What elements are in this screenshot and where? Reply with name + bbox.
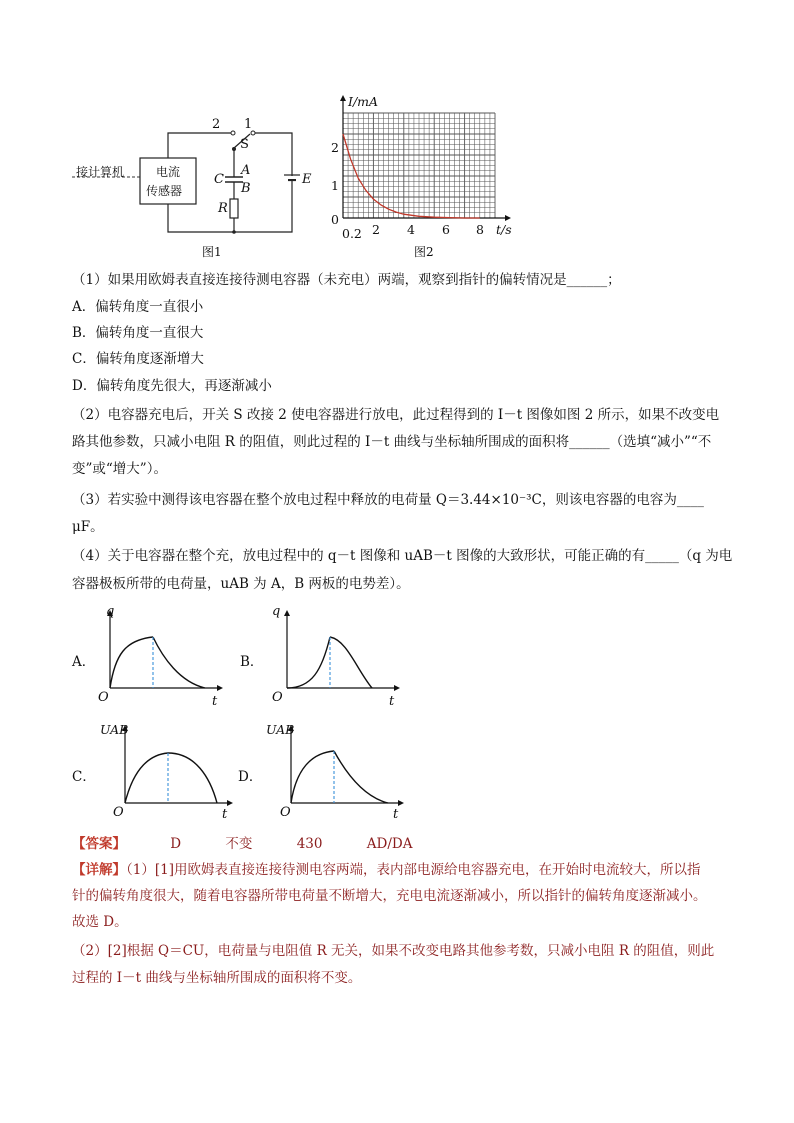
chart-ytick-2: 2 [331,140,339,155]
question-2-line2: 路其他参数，只减小电阻 R 的阻值，则此过程的 I－t 曲线与坐标轴所围成的面积将______（选填“减小”“不 [72,434,712,450]
question-3-line2: μF。 [72,519,104,535]
graph-option-c [110,715,235,825]
detail-text-1: （1）[1]用欧姆表直接连接待测电容两端，表内部电源给电容器充电，在开始时电流较大，所以指 [126,862,701,878]
circuit-label-e: E [302,172,312,187]
question-1: （1）如果用欧姆表直接连接待测电容器（未充电）两端，观察到指针的偏转情况是______； [72,272,621,288]
graph-option-c-label: C． [72,769,96,785]
chart-xtick-4: 8 [476,222,484,237]
graph-d-origin: O [280,805,291,820]
chart-xlabel: t/s [496,222,512,237]
graph-a-xaxis: t [212,694,218,709]
circuit-label-2: 2 [212,117,221,132]
circuit-diagram [70,115,330,245]
chart-xtick-0: 0.2 [342,226,362,241]
figure2-caption: 图2 [414,245,434,259]
question-2-line1: （2）电容器充电后，开关 S 改接 2 使电容器进行放电，此过程得到的 I－t 图像如图 2 所示，如果不改变电 [72,407,720,423]
graph-d-xaxis: t [393,807,399,822]
discharge-chart [320,88,520,243]
question-3-line1: （3）若实验中测得该电容器在整个放电过程中释放的电荷量 Q＝3.44×10⁻³C，则该电容器的电容为____ [72,492,704,508]
answer-tag: 【答案】 [72,836,126,852]
graph-b-yaxis: q [272,604,281,619]
chart-ytick-0: 0 [331,212,339,227]
figure1-caption: 图1 [202,245,222,259]
chart-xtick-2: 4 [407,222,415,237]
graph-c-xaxis: t [222,807,228,822]
chart-xtick-3: 6 [442,222,450,237]
graph-option-d-label: D． [238,769,263,785]
graph-option-d [276,715,406,825]
sensor-label-2: 传感器 [146,184,183,198]
detail-tag: 【详解】 [72,862,126,878]
sensor-label-1: 电流 [156,165,181,179]
graph-option-a-label: A． [72,654,96,670]
graph-option-b [272,600,402,710]
circuit-left-label: 接计算机 [76,165,125,179]
graph-d-yaxis: UAB [266,722,295,737]
x-axis-arrow [505,215,511,221]
answer-2: 不变 [225,836,253,852]
option-1b: B．偏转角度一直很大 [72,325,204,341]
y-axis-arrow [340,95,346,101]
detail-line5: 过程的 I－t 曲线与坐标轴所围成的面积将不变。 [72,970,362,986]
graph-c-yaxis: UAB [100,722,129,737]
circuit-label-s: S [240,137,249,152]
graph-option-b-label: B． [240,654,264,670]
graph-c-origin: O [113,805,124,820]
circuit-label-1: 1 [244,117,253,132]
circuit-label-b: B [241,181,251,196]
chart-ylabel: I/mA [348,94,379,109]
graph-a-origin: O [98,690,109,705]
answer-3: 430 [296,836,323,852]
answer-1: D [170,836,182,852]
circuit-label-a: A [241,163,251,178]
option-1a: A．偏转角度一直很小 [72,299,204,315]
chart-xtick-1: 2 [372,222,380,237]
option-1d: D．偏转角度先很大，再逐渐减小 [72,378,272,394]
detail-line2: 针的偏转角度很大，随着电容器所带电荷量不断增大，充电电流逐渐减小，所以指针的偏转角度逐渐减小。 [72,888,707,904]
chart-ytick-1: 1 [331,178,339,193]
option-1c: C．偏转角度逐渐增大 [72,351,204,367]
graph-option-a [95,600,225,710]
circuit-label-r: R [218,201,228,216]
graph-b-origin: O [272,690,283,705]
detail-line3: 故选 D。 [72,914,128,930]
question-4-line1: （4）关于电容器在整个充，放电过程中的 q－t 图像和 uAB－t 图像的大致形状，可能正确的有_____（q 为电 [72,548,733,564]
question-4-line2: 容器极板所带的电荷量，uAB 为 A，B 两板的电势差）。 [72,576,410,592]
answer-4: AD/DA [366,836,413,852]
circuit-label-c: C [214,172,224,187]
question-2-line3: 变”或“增大”）。 [72,461,167,477]
detail-line1 [72,860,732,880]
graph-b-xaxis: t [389,694,395,709]
detail-line4: （2）[2]根据 Q＝CU，电荷量与电阻值 R 无关，如果不改变电路其他参考数，只减小电阻 R 的阻值，则此 [72,943,715,959]
answer-line [72,834,732,854]
graph-a-yaxis: q [106,604,115,619]
